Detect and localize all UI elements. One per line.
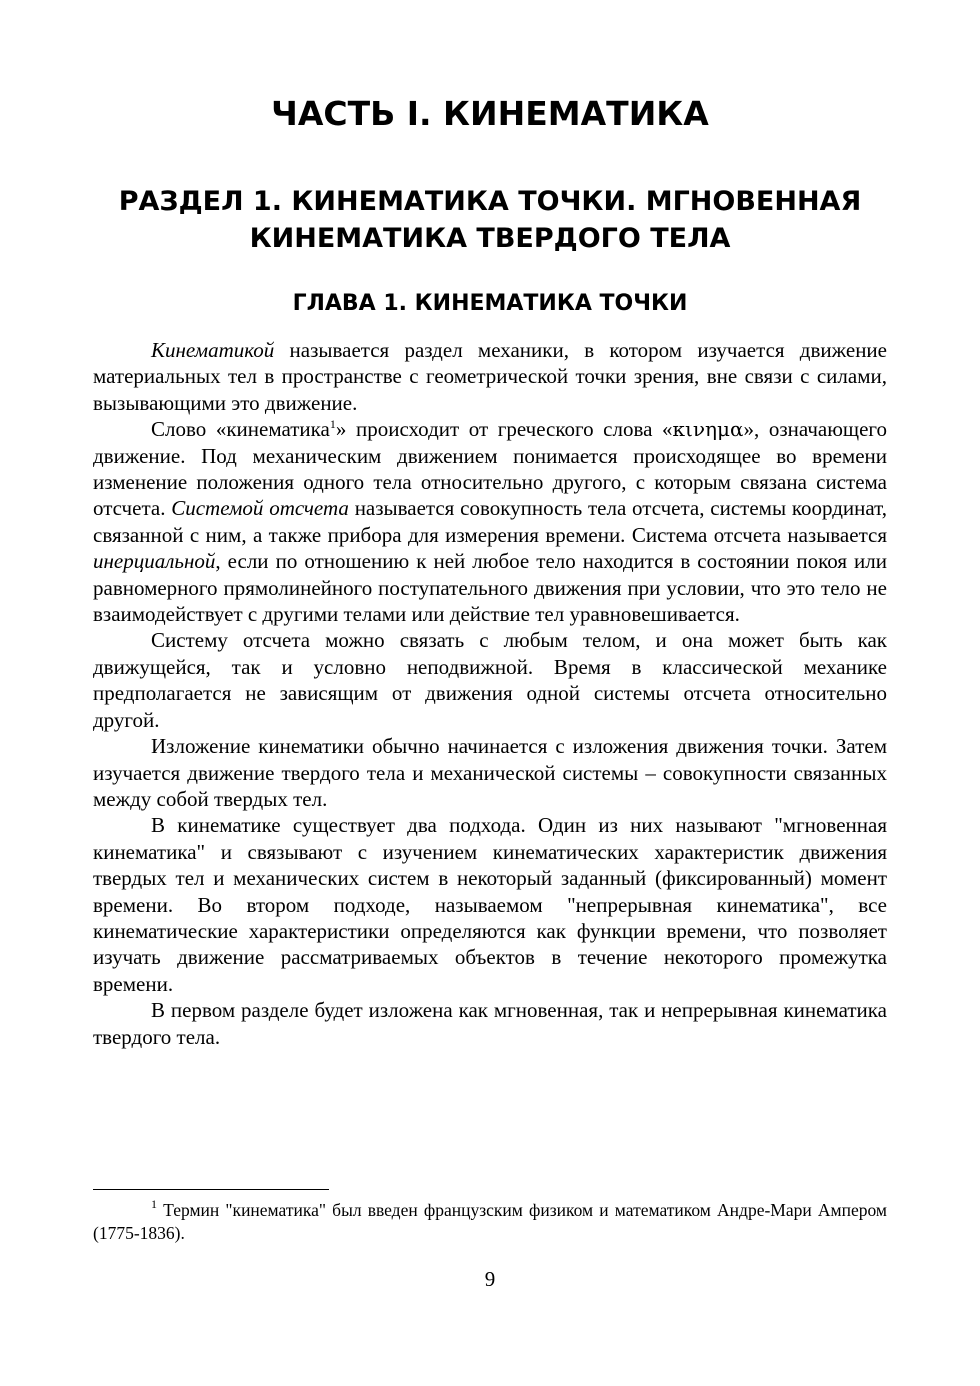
- part-title: ЧАСТЬ I. КИНЕМАТИКА: [271, 94, 709, 133]
- term-inertial: инерциальной: [93, 549, 216, 574]
- greek-word: κινημα: [672, 417, 744, 442]
- section-title: [0, 183, 980, 257]
- paragraph-1: [93, 337, 887, 416]
- paragraph-1-text: называется раздел механики, в котором изучается движение материальных тел в пространстве с геометрической точки зрения, вне связи с силами, вызывающими это движение.: [93, 338, 887, 415]
- page-number: 9: [484, 1267, 496, 1291]
- paragraph-2-part-3: », означающего движение. Под механическим движением понимается происходящее во времени изменение положения одного тела относительно другого, с которым связана система отсчета.: [93, 417, 887, 521]
- footnote-text: Термин "кинематика" был введен французским физиком и математиком Андре-Мари Ампером (1775-1836).: [93, 1200, 887, 1243]
- paragraph-6: В первом разделе будет изложена как мгновенная, так и непрерывная кинематика твердого тела.: [93, 998, 887, 1049]
- paragraph-3: Систему отсчета можно связать с любым телом, и она может быть как движущейся, так и условно неподвижной. Время в классической механике предполагается не зависящим от движения одной системы отсчета относительно другой.: [93, 628, 887, 732]
- body-text: [93, 337, 887, 1050]
- footnote: [93, 1199, 887, 1245]
- paragraph-2-part-2: » происходит от греческого слова «: [335, 417, 673, 442]
- paragraph-4: Изложение кинематики обычно начинается с изложения движения точки. Затем изучается движение твердого тела и механической системы – совокупности связанных между собой твердых тел.: [93, 734, 887, 811]
- term-reference-frame: Системой отсчета: [171, 496, 349, 521]
- section-title-line-2: КИНЕМАТИКА ТВЕРДОГО ТЕЛА: [249, 223, 731, 254]
- footnote-reference: 1: [329, 417, 336, 432]
- paragraph-5: В кинематике существует два подхода. Один из них называют "мгновенная кинематика" и связывают с изучением кинематических характеристик движения твердых тел и механических систем в некоторый заданный (фиксированный) момент времени. Во втором подходе, называемом "непрерывная кинематика", все кинематические характеристики определяются как функции времени, что позволяет изучать движение рассматриваемых объектов в течение некоторого промежутка времени.: [93, 813, 887, 996]
- footnote-divider: [93, 1189, 329, 1190]
- paragraph-2-part-1: Слово «кинематика: [151, 417, 330, 442]
- term-kinematics: Кинематикой: [151, 338, 275, 362]
- paragraph-2-part-4: называется совокупность тела отсчета, системы координат, связанной с ним, а также прибора для измерения времени. Система отсчета называется: [93, 496, 887, 547]
- paragraph-2-part-5: , если по отношению к ней любое тело находится в состоянии покоя или равномерного прямолинейного поступательного движения при условии, что это тело не взаимодействует с другими телами или действие тел уравновешивается.: [93, 549, 887, 627]
- chapter-title: ГЛАВА 1. КИНЕМАТИКА ТОЧКИ: [292, 291, 688, 316]
- paragraph-2: [93, 416, 887, 627]
- footnote-marker: 1: [151, 1197, 157, 1211]
- section-title-line-1: РАЗДЕЛ 1. КИНЕМАТИКА ТОЧКИ. МГНОВЕННАЯ: [118, 186, 862, 217]
